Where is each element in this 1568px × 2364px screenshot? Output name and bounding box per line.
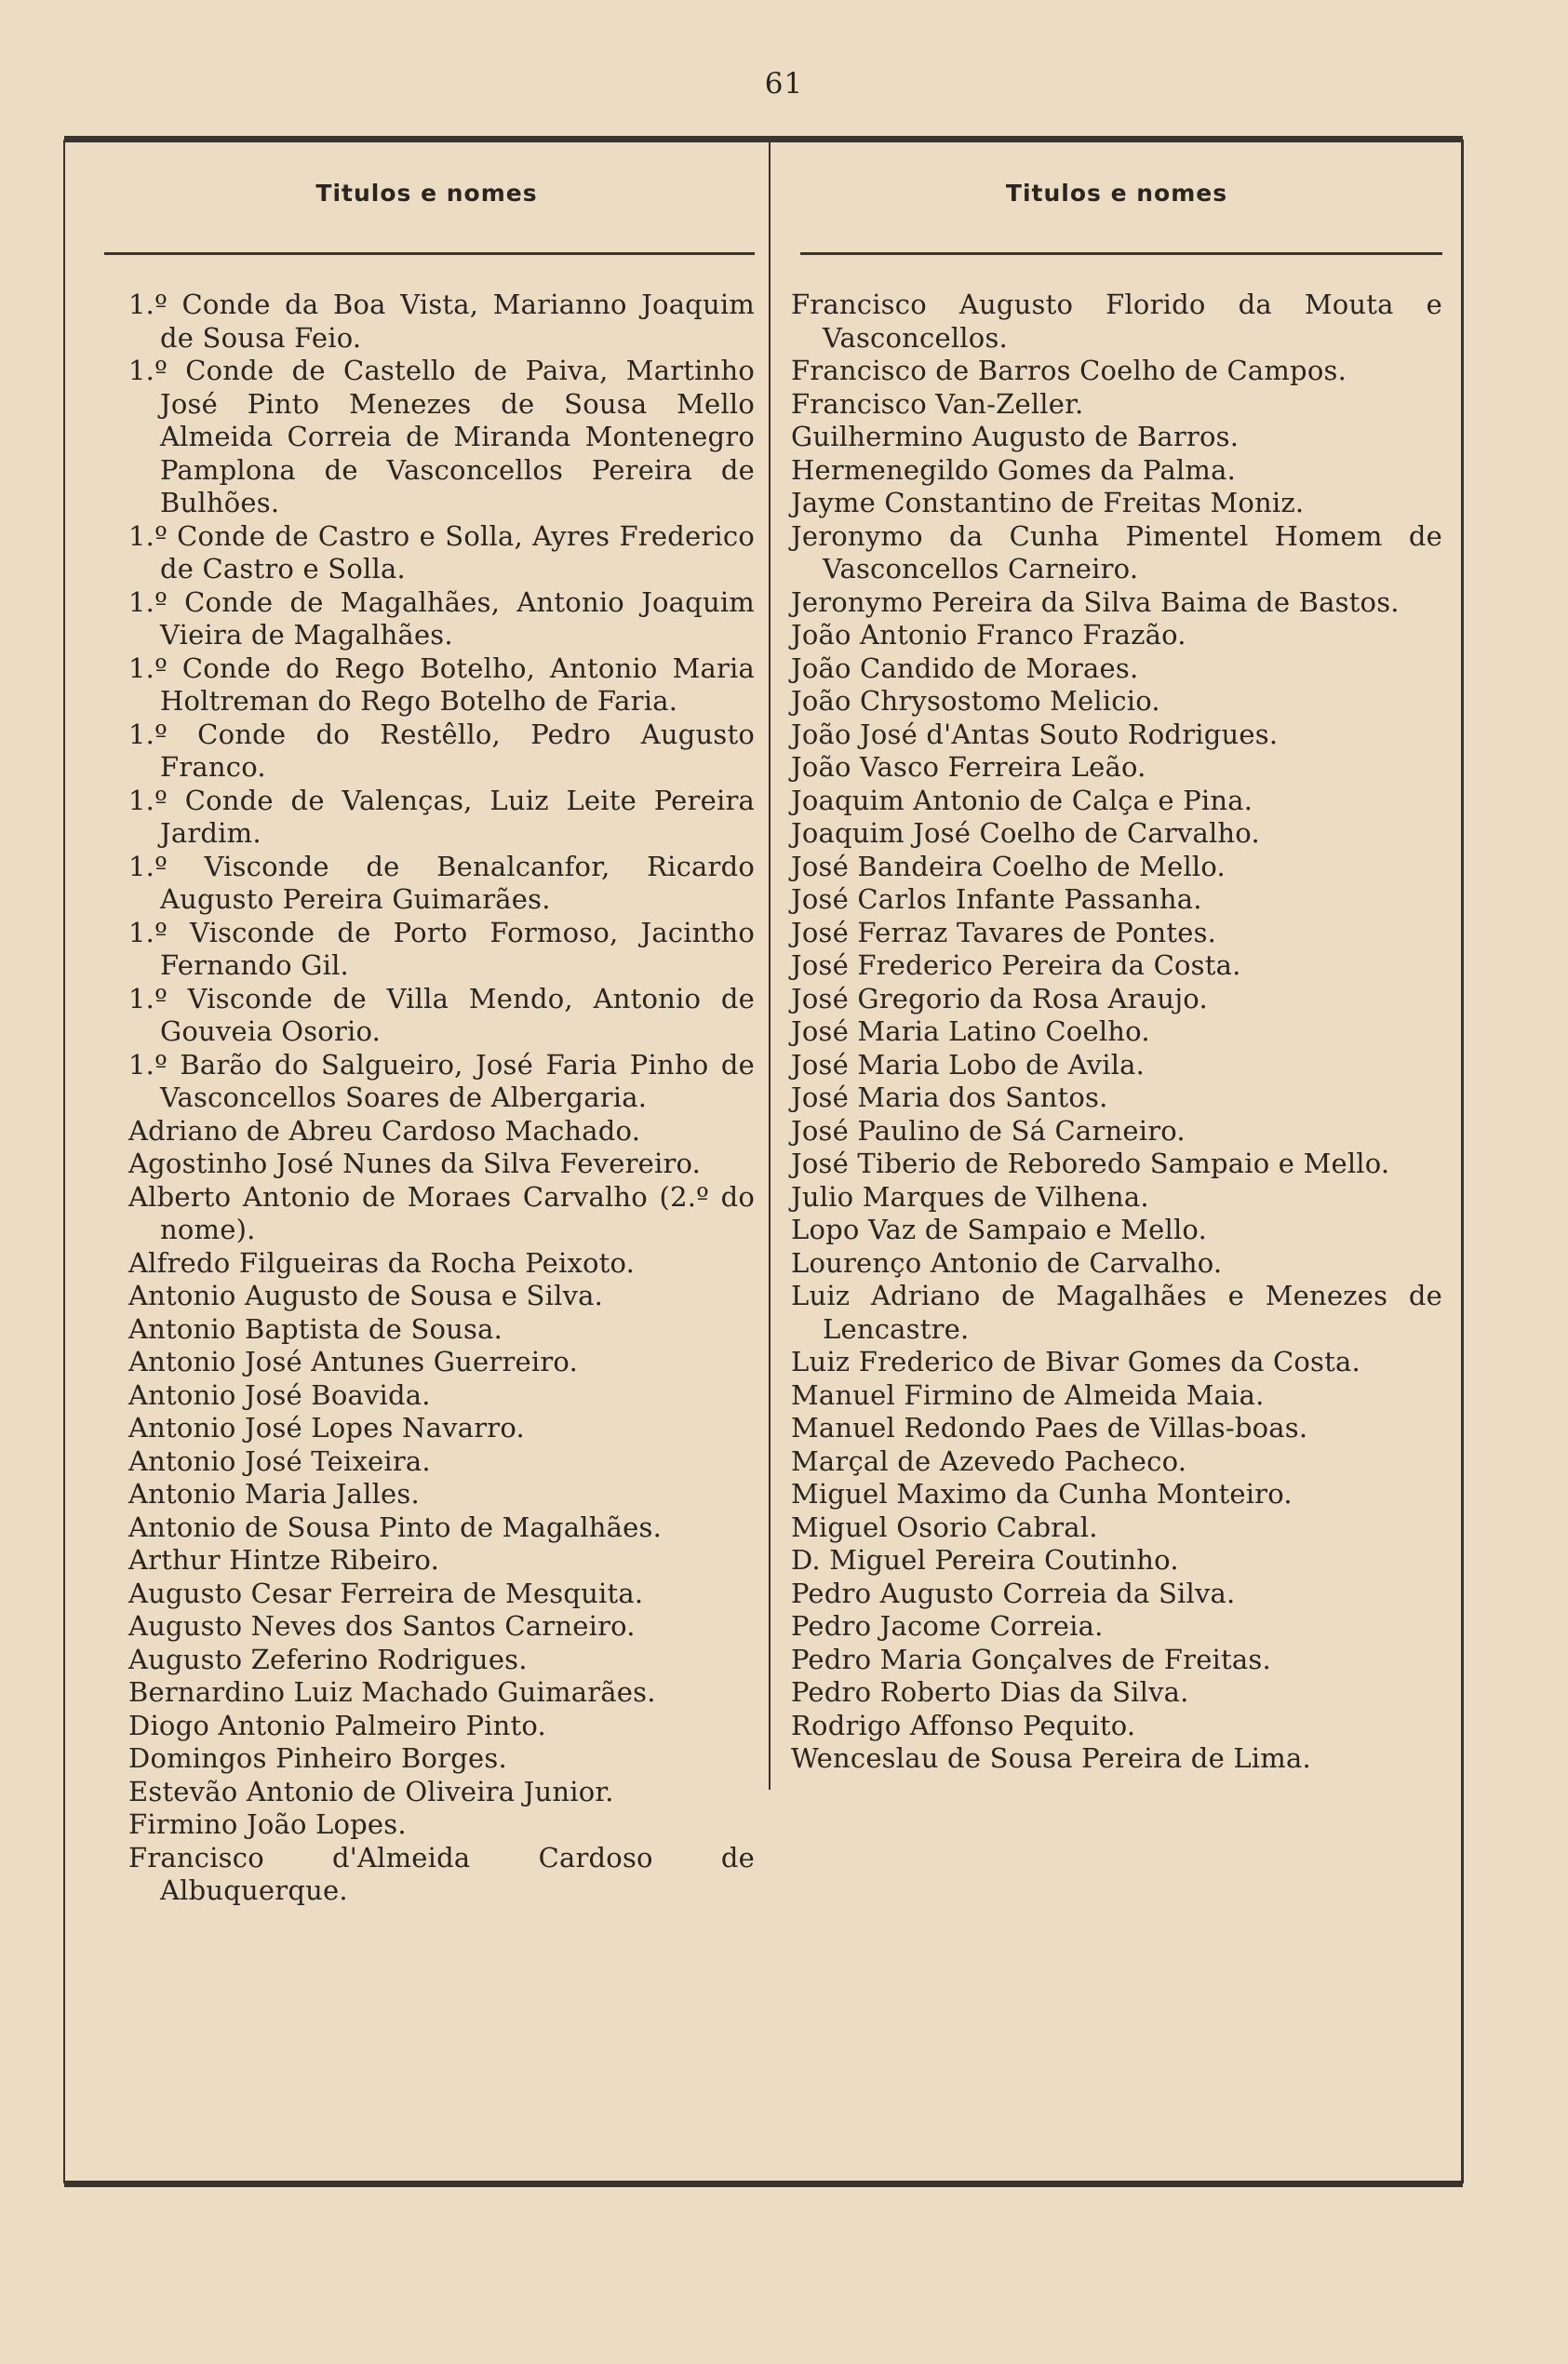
list-item: Joaquim José Coelho de Carvalho. <box>791 817 1260 849</box>
list-item: 1.º Conde de Valenças, Luiz Leite Pereira Jardim. <box>128 784 755 849</box>
list-item: Estevão Antonio de Oliveira Junior. <box>128 1775 614 1807</box>
list-item: José Maria dos Santos. <box>791 1081 1108 1113</box>
list-item: Pedro Augusto Correia da Silva. <box>791 1577 1236 1609</box>
list-item: Antonio Augusto de Sousa e Silva. <box>128 1280 604 1311</box>
list-item: Arthur Hintze Ribeiro. <box>128 1544 439 1576</box>
list-item: Adriano de Abreu Cardoso Machado. <box>128 1114 641 1147</box>
list-item: Hermenegildo Gomes da Palma. <box>791 453 1237 486</box>
list-item: José Tiberio de Reboredo Sampaio e Mello. <box>791 1148 1390 1179</box>
list-item: Alfredo Filgueiras da Rocha Peixoto. <box>128 1246 636 1279</box>
list-item: Miguel Maximo da Cunha Monteiro. <box>791 1478 1293 1510</box>
list-item: 1.º Visconde de Benalcanfor, Ricardo Augusto Pereira Guimarães. <box>128 850 755 915</box>
list-item: Jeronymo da Cunha Pimentel Homem de Vasconcellos Carneiro. <box>791 519 1442 584</box>
list-item: Francisco de Barros Coelho de Campos. <box>791 355 1347 386</box>
list-item: Augusto Cesar Ferreira de Mesquita. <box>128 1577 644 1609</box>
list-item: Lourenço Antonio de Carvalho. <box>791 1246 1223 1279</box>
list-item: Diogo Antonio Palmeiro Pinto. <box>128 1709 546 1741</box>
list-item: José Paulino de Sá Carneiro. <box>791 1114 1186 1147</box>
list-item: Julio Marques de Vilhena. <box>791 1180 1149 1213</box>
list-item: Lopo Vaz de Sampaio e Mello. <box>791 1214 1207 1245</box>
list-item: Firmino João Lopes. <box>128 1808 407 1840</box>
list-item: 1.º Conde do Restêllo, Pedro Augusto Franco. <box>128 718 755 783</box>
list-item: Antonio Maria Jalles. <box>128 1478 420 1510</box>
list-item: Wenceslau de Sousa Pereira de Lima. <box>791 1742 1311 1774</box>
list-item: Joaquim Antonio de Calça e Pina. <box>791 784 1253 816</box>
list-item: Bernardino Luiz Machado Guimarães. <box>128 1676 656 1708</box>
list-item: Miguel Osorio Cabral. <box>791 1511 1098 1543</box>
list-item: Rodrigo Affonso Pequito. <box>791 1709 1136 1741</box>
list-item: João Antonio Franco Frazão. <box>791 619 1186 651</box>
list-item: Pedro Maria Gonçalves de Freitas. <box>791 1643 1271 1675</box>
list-item: José Ferraz Tavares de Pontes. <box>791 916 1217 948</box>
list-item: 1.º Visconde de Villa Mendo, Antonio de Gouveia Osorio. <box>128 982 755 1047</box>
list-item: Guilhermino Augusto de Barros. <box>791 421 1240 452</box>
list-item: João Candido de Moraes. <box>791 651 1139 684</box>
list-item: José Maria Latino Coelho. <box>791 1015 1150 1047</box>
list-item: 1.º Conde de Castello de Paiva, Martinho José Pinto Menezes de Sousa Mello Almeida Correia de Miranda Montenegro Pamplona de Vasconcellos Pereira de Bulhões. <box>128 355 755 518</box>
list-item: Manuel Redondo Paes de Villas-boas. <box>791 1412 1308 1444</box>
column-divider <box>769 142 771 1790</box>
page-number: 61 <box>764 67 804 101</box>
list-item: Pedro Jacome Correia. <box>791 1610 1104 1642</box>
list-item: 1.º Conde de Castro e Solla, Ayres Frederico de Castro e Solla. <box>128 519 755 584</box>
list-item: Jeronymo Pereira da Silva Baima de Bastos. <box>791 585 1400 618</box>
list-item: João Vasco Ferreira Leão. <box>791 751 1146 783</box>
list-item: João José d'Antas Souto Rodrigues. <box>791 718 1279 750</box>
list-item: Agostinho José Nunes da Silva Fevereiro. <box>128 1148 702 1179</box>
right-header-rule <box>800 252 1442 255</box>
right-column-header: Titulos e nomes <box>1005 180 1228 207</box>
list-item: Alberto Antonio de Moraes Carvalho (2.º do nome). <box>128 1180 755 1245</box>
list-item: Augusto Neves dos Santos Carneiro. <box>128 1610 636 1642</box>
right-column <box>791 142 1442 1776</box>
list-item: Marçal de Azevedo Pacheco. <box>791 1444 1187 1477</box>
list-item: Francisco d'Almeida Cardoso de Albuquerque. <box>128 1841 755 1906</box>
list-item: João Chrysostomo Melicio. <box>791 685 1160 717</box>
left-column-header: Titulos e nomes <box>315 180 538 207</box>
list-item: José Carlos Infante Passanha. <box>791 883 1202 915</box>
list-item: Manuel Firmino de Almeida Maia. <box>791 1378 1265 1411</box>
list-item: Luiz Frederico de Bivar Gomes da Costa. <box>791 1346 1360 1377</box>
list-item: Francisco Van-Zeller. <box>791 387 1084 420</box>
left-column <box>99 142 755 1908</box>
list-item: Antonio José Teixeira. <box>128 1444 431 1477</box>
list-item: D. Miguel Pereira Coutinho. <box>791 1544 1179 1576</box>
list-item: 1.º Conde de Magalhães, Antonio Joaquim Vieira de Magalhães. <box>128 585 755 651</box>
list-item: Antonio de Sousa Pinto de Magalhães. <box>128 1511 662 1543</box>
list-item: 1.º Conde do Rego Botelho, Antonio Maria Holtreman do Rego Botelho de Faria. <box>128 651 755 717</box>
list-item: Francisco Augusto Florido da Mouta e Vasconcellos. <box>791 289 1442 354</box>
list-item: 1.º Barão do Salgueiro, José Faria Pinho de Vasconcellos Soares de Albergaria. <box>128 1048 755 1113</box>
list-item: Augusto Zeferino Rodrigues. <box>128 1643 528 1675</box>
table-frame <box>63 140 1464 2183</box>
list-item: José Bandeira Coelho de Mello. <box>791 850 1226 882</box>
list-item: Pedro Roberto Dias da Silva. <box>791 1676 1189 1708</box>
list-item: José Maria Lobo de Avila. <box>791 1048 1146 1081</box>
list-item: Antonio Baptista de Sousa. <box>128 1312 503 1345</box>
list-item: 1.º Conde da Boa Vista, Marianno Joaquim de Sousa Feio. <box>128 289 755 354</box>
list-item: Domingos Pinheiro Borges. <box>128 1742 507 1774</box>
right-entries-list <box>791 289 1442 1776</box>
list-item: José Frederico Pereira da Costa. <box>791 949 1241 981</box>
list-item: Antonio José Boavida. <box>128 1378 431 1411</box>
left-entries-list <box>99 289 755 1908</box>
list-item: Jayme Constantino de Freitas Moniz. <box>791 487 1305 518</box>
left-header-rule <box>104 252 755 255</box>
list-item: José Gregorio da Rosa Araujo. <box>791 982 1208 1014</box>
list-item: 1.º Visconde de Porto Formoso, Jacintho Fernando Gil. <box>128 916 755 981</box>
list-item: Antonio José Antunes Guerreiro. <box>128 1346 579 1377</box>
list-item: Luiz Adriano de Magalhães e Menezes de Lencastre. <box>791 1280 1442 1345</box>
list-item: Antonio José Lopes Navarro. <box>128 1412 525 1444</box>
